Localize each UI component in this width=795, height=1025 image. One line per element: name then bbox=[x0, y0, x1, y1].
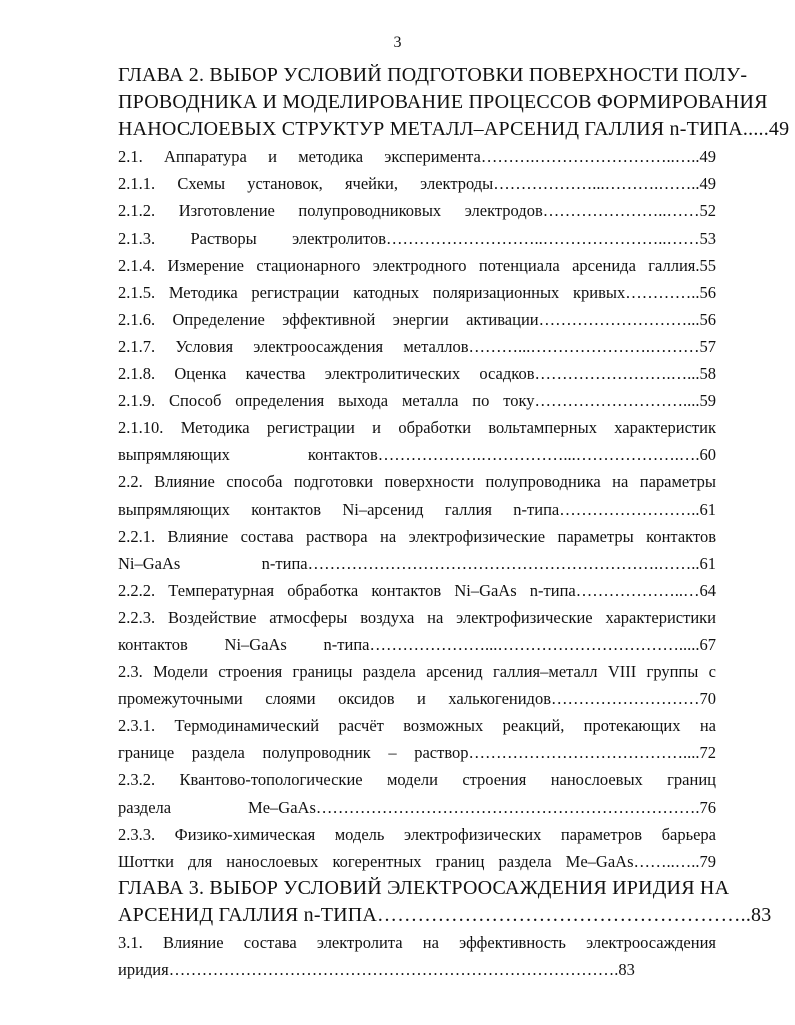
toc-line: 2.1.10. Методика регистрации и обработки вольтамперных характеристик bbox=[118, 418, 716, 438]
toc-line: Шоттки для нанослоевых когерентных границ раздела Me–GaAs……..…..79 bbox=[118, 851, 716, 871]
toc-line: ПРОВОДНИКА И МОДЕЛИРОВАНИЕ ПРОЦЕССОВ ФОРМИРОВАНИЯ bbox=[118, 91, 768, 114]
toc-line: 2.3. Модели строения границы раздела арсенид галлия–металл VIII группы с bbox=[118, 662, 716, 682]
page-number: 3 bbox=[393, 34, 402, 51]
toc-line: 2.2.2. Температурная обработка контактов Ni–GaAs n-типа………………..…64 bbox=[118, 580, 716, 600]
toc-line: НАНОСЛОЕВЫХ СТРУКТУР МЕТАЛЛ–АРСЕНИД ГАЛЛИЯ n-ТИПА.....49 bbox=[118, 118, 790, 141]
toc-line: АРСЕНИД ГАЛЛИЯ n-ТИПА………………………………………………..83 bbox=[118, 903, 772, 926]
toc-line: 2.1. Аппаратура и методика эксперимента……….……………………..…..49 bbox=[118, 147, 716, 167]
toc-line: ГЛАВА 3. ВЫБОР УСЛОВИЙ ЭЛЕКТРООСАЖДЕНИЯ ИРИДИЯ НА bbox=[118, 876, 730, 899]
toc-line: 3.1. Влияние состава электролита на эффективность электроосаждения bbox=[118, 933, 716, 952]
toc-line: 2.3.2. Квантово-топологические модели строения нанослоевых границ bbox=[118, 770, 716, 790]
toc-line: 2.3.3. Физико-химическая модель электрофизических параметров барьера bbox=[118, 824, 716, 844]
toc-line: 2.2.1. Влияние состава раствора на электрофизические параметры контактов bbox=[118, 526, 716, 546]
toc-line: 2.1.5. Методика регистрации катодных поляризационных кривых…………..56 bbox=[118, 282, 716, 302]
toc-line: 2.1.1. Схемы установок, ячейки, электроды………………...……….……..49 bbox=[118, 174, 716, 194]
toc-line: ГЛАВА 2. ВЫБОР УСЛОВИЙ ПОДГОТОВКИ ПОВЕРХНОСТИ ПОЛУ- bbox=[118, 64, 748, 86]
table-of-contents bbox=[118, 62, 790, 983]
toc-line: 2.1.3. Растворы электролитов………………………..…………………..……53 bbox=[118, 228, 716, 248]
toc-line: Ni–GaAs n-типа……………………………………………………….……..61 bbox=[118, 553, 716, 573]
toc-line: иридия……………………………………………………………………….83 bbox=[118, 960, 635, 980]
toc-line: 2.1.2. Изготовление полупроводниковых электродов…………………..……52 bbox=[118, 201, 716, 221]
toc-line: 2.1.6. Определение эффективной энергии активации………………………...56 bbox=[118, 309, 716, 329]
toc-line: контактов Ni–GaAs n-типа…………………...…………………………….....67 bbox=[118, 634, 716, 654]
toc-line: границе раздела полупроводник – раствор…………………………………....72 bbox=[118, 743, 716, 763]
toc-line: 2.1.9. Способ определения выхода металла по току………………………....59 bbox=[118, 391, 716, 411]
toc-line: 2.2.3. Воздействие атмосферы воздуха на электрофизические характеристики bbox=[118, 607, 716, 627]
toc-line: 2.2. Влияние способа подготовки поверхности полупроводника на параметры bbox=[118, 472, 716, 492]
toc-line: 2.1.7. Условия электроосаждения металлов………...………………….………57 bbox=[118, 336, 716, 356]
toc-line: 2.1.4. Измерение стационарного электродного потенциала арсенида галлия.55 bbox=[118, 255, 716, 275]
toc-line: 2.1.8. Оценка качества электролитических осадков…………………….…...58 bbox=[118, 364, 716, 384]
toc-line: выпрямляющих контактов Ni–арсенид галлия n-типа……………………..61 bbox=[118, 499, 716, 519]
toc-line: выпрямляющих контактов……………….……………...……………….….60 bbox=[118, 445, 716, 465]
toc-line: промежуточными слоями оксидов и халькогенидов………………………70 bbox=[118, 689, 716, 709]
toc-line: раздела Me–GaAs…………………………………………………………….76 bbox=[118, 797, 716, 817]
toc-line: 2.3.1. Термодинамический расчёт возможных реакций, протекающих на bbox=[118, 716, 716, 736]
